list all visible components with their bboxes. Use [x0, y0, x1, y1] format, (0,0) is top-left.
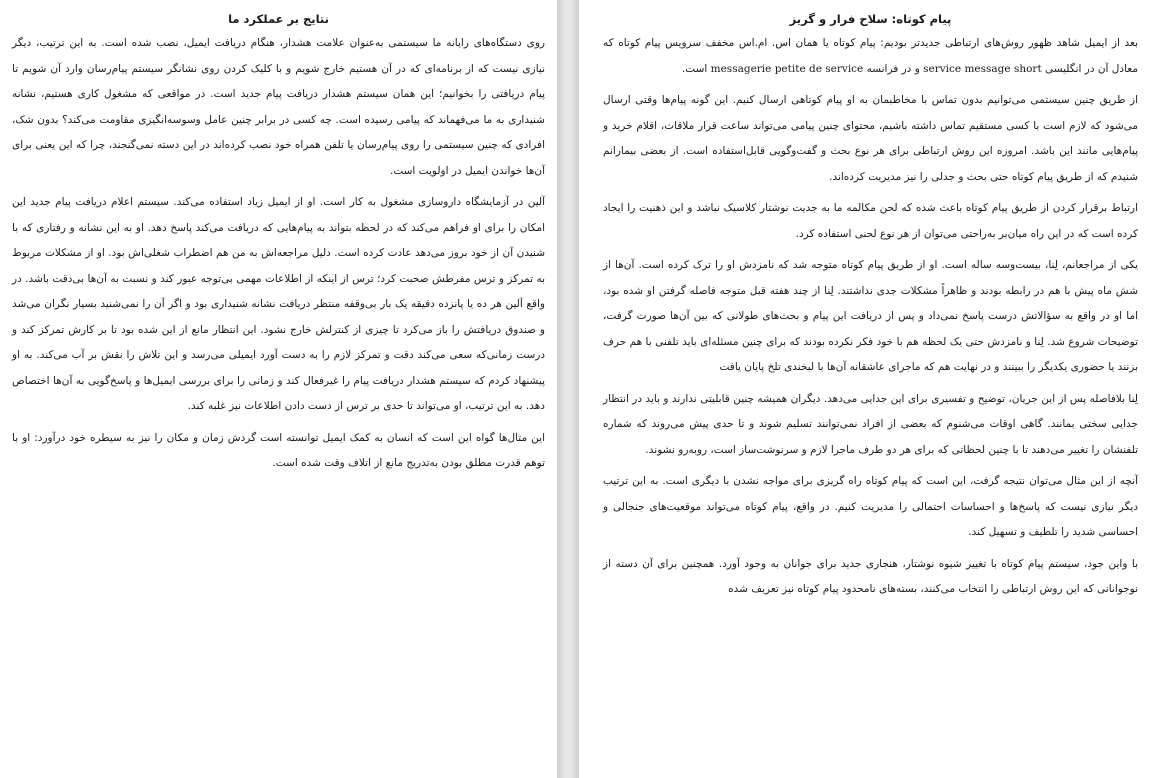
- right-page-title: پیام کوتاه: سلاح فرار و گریز: [789, 12, 952, 26]
- left-paragraph-3: این مثال‌ها گواه این است که انسان به کمک ایمیل توانسته است گردش زمان و مکان را نیز به سیطره خود درآورد: او با توهم قدرت مطلق بودن به‌تدریج مانع از اتلاف وقت شده است.: [12, 431, 545, 469]
- right-paragraph-1: [603, 31, 1138, 82]
- right-paragraph-5: لِنا بلافاصله پس از این جریان، توضیح و تفسیری برای این جدایی می‌دهد. دیگران همیشه چنین قابلیتی ندارند و باید در انتظار جدایی سختی بمانند. گاهی اوقات می‌شنوم که بعضی از افراد نمی‌توانند تسلیم شوند و تا حدی پیش می‌روند که شماره تلفنشان را تغییر می‌دهند تا با چنین لحظاتی که برای هر دو طرف ماجرا لازم و سرنوشت‌ساز است، روبه‌رو نشوند.: [603, 392, 1138, 456]
- right-paragraph-2: از طریق چنین سیستمی می‌توانیم بدون تماس با مخاطبمان به او پیام کوتاهی ارسال کنیم. این گونه پیام‌ها وقتی ارسال می‌شود که لازم است با کسی مستقیم تماس داشته باشیم، محتوای چنین پیامی می‌تواند ساعت قرار ملاقات، اقلام خرید و پیام‌هایی مانند این باشد. امروزه این روش ارتباطی برای هر نوع بحث و گفت‌وگویی قابل‌استفاده است. از بعضی بیمارانم شنیدم که از طریق پیام کوتاه حتی بحث و جدلی را نیز مدیریت کرده‌اند.: [603, 94, 1138, 183]
- left-paragraph-1: روی دستگاه‌های رایانه ما سیستمی به‌عنوان علامت هشدار، هنگام دریافت ایمیل، نصب شده است. به این ترتیب، دیگر نیازی نیست که از برنامه‌ای که در آن هستیم خارج شویم و با کلیک کردن روی نشانگر سیستم پیام‌رسان وارد آن شویم تا پیام دریافتی را بخوانیم؛ این همان سیستم هشدار دریافت پیام جدید است. در مواقعی که مشغول کاری هستیم، نشانه شنیداری به ما می‌فهماند که پیامی رسیده است. چه کسی در برابر چنین عامل وسوسه‌انگیزی مقاومت می‌کند؟ بدون شک، افرادی که چنین سیستمی را روی پیام‌رسان یا تلفن همراه خود نصب کرده‌اند در این دسته نمی‌گنجند، چرا که این یعنی برای آن‌ها خواندن ایمیل در اولویت است.: [12, 37, 545, 177]
- right-paragraph-6: آنچه از این مثال می‌توان نتیجه گرفت، این است که پیام کوتاه راه گریزی برای مواجه نشدن با دیگری است. به این ترتیب دیگر نیازی نیست که پاسخ‌ها و احساسات احتمالی را مدیریت کنیم. در واقع، پیام کوتاه می‌تواند موقعیت‌های جنجالی و احساسی شدید را تلطیف و تسهیل کند.: [603, 475, 1138, 538]
- right-paragraph-7: با واین جود، سیستم پیام کوتاه با تغییر شیوه نوشتار، هنجاری جدید برای جوانان به وجود آورد. همچنین برای آن دسته از نوجوانانی که این روش ارتباطی را انتخاب می‌کنند، بسته‌های نامحدود پیام کوتاه نیز تعریف شده: [603, 557, 1138, 595]
- left-page-content: [12, 10, 545, 477]
- left-page-title: نتایج بر عملکرد ما: [228, 12, 329, 26]
- left-page: [0, 0, 557, 778]
- p1-text-mid: و در فرانسه: [866, 62, 920, 75]
- right-page: [579, 0, 1154, 778]
- p1-english-term: service message short: [923, 62, 1042, 75]
- p1-text-before: بعد از ایمیل شاهد ظهور روش‌های ارتباطی جدیدتر بودیم: پیام کوتاه یا همان اس. ام.اس مخفف سرویس پیام کوتاه که معادل آن در انگلیسی: [603, 37, 1138, 75]
- left-paragraph-2: آلین در آزمایشگاه داروسازی مشغول به کار است. او از ایمیل زیاد استفاده می‌کند. سیستم اعلام دریافت پیام جدید این امکان را برای او فراهم می‌کند که در لحظه بتواند به پیام‌هایی که دریافت می‌کند پاسخ دهد. او به این نشانه و رفتاری که با شنیدن آن از خود بروز می‌دهد عادت کرده است. دلیل مراجعه‌اش به من هم اضطراب شغلی‌اش بود. او از مشکلات مربوط به تمرکز و ترس مفرطش صحبت کرد؛ ترس از اینکه از اطلاعات مهمی بی‌توجه عبور کند و نسبت به آن‌ها بی‌دقت باشد. در واقع آلین هر ده یا پانزده دقیقه یک بار بی‌وقفه منتظر دریافت نشانه شنیداری بود و اگر آن را نمی‌شنید بسیار نگران می‌شد و صندوق دریافتش را باز می‌کرد تا چیزی از کنترلش خارج نشود. این انتظار مانع از این شده بود تا بر کارش تمرکز کند و درست زمانی‌که سعی می‌کند دقت و تمرکز لازم را به دست آورد ایمیلی می‌رسد و این تلاش را نقش بر آب می‌کند. به او پیشنهاد کردم که سیستم هشدار دریافت پیام را غیرفعال کند و زمانی را برای بررسی ایمیل‌ها و پاسخ‌گویی به آن‌ها اختصاص دهد. به این ترتیب، او می‌تواند تا حدی بر ترس از دست دادن اطلاعات نیز غلبه کند.: [12, 196, 545, 412]
- page-gutter: [557, 0, 579, 778]
- right-paragraph-4: یکی از مراجعانم، لِنا، بیست‌وسه ساله است. او از طریق پیام کوتاه متوجه شد که نامزدش او را ترک کرده است. آن‌ها از شش ماه پیش با هم در رابطه بودند و ظاهراً مشکلات جدی نداشتند. لِنا از چند هفته قبل متوجه فاصله گرفتن او شده بود، اما او در واقع به سؤالاتش درست پاسخ نمی‌داد و پس از دریافت این پیام و بحث‌های طولانی که بین آن‌ها صورت گرفت، توضیحات شروع شد. لِنا و نامزدش حتی یک لحظه هم با خود فکر نکرده بودند که برای چنین مسئله‌ای باید تلفنی با هم حرف بزنند یا حضوری یکدیگر را ببینند و در نهایت هم که ماجرای عاشقانه آن‌ها با لبخندی تلخ پایان یافت: [603, 259, 1138, 373]
- p1-french-term: messagerie petite de service: [710, 62, 864, 75]
- p1-text-after: است.: [681, 62, 708, 75]
- right-paragraph-3: ارتباط برقرار کردن از طریق پیام کوتاه باعث شده که لحن مکالمه ما به جدیت نوشتار کلاسیک نباشد و این ذهنیت را ایجاد کرده است که در این راه میان‌بر به‌راحتی می‌توان از هر نوع لحنی استفاده کرد.: [603, 202, 1138, 240]
- right-page-content: [603, 10, 1138, 603]
